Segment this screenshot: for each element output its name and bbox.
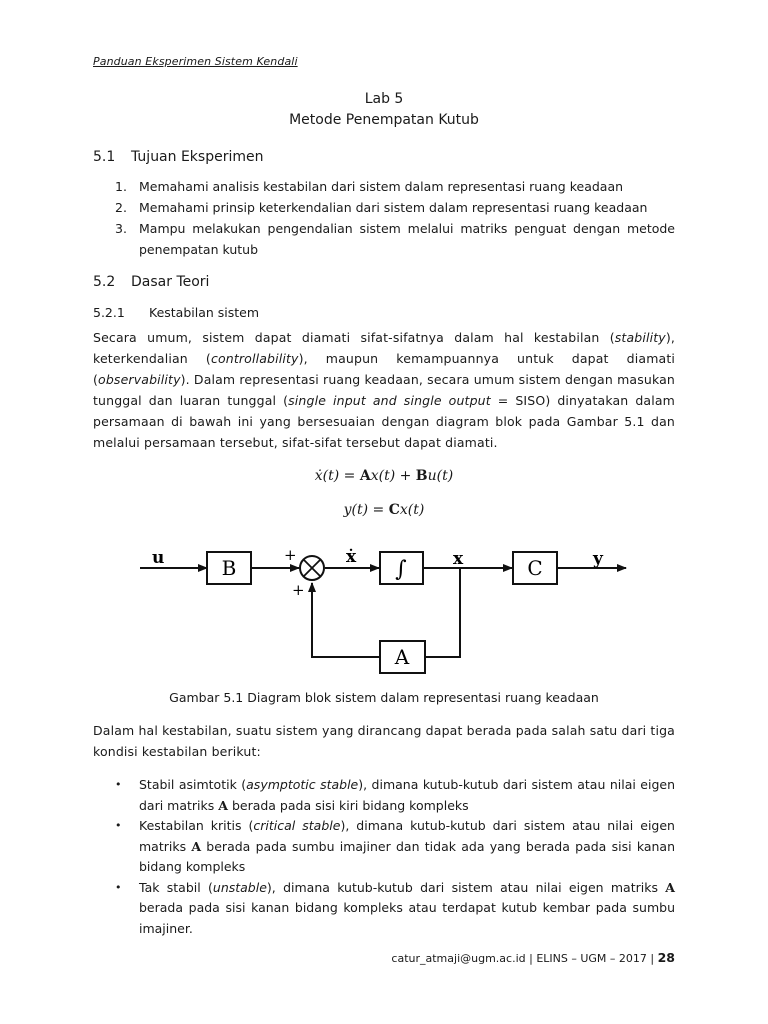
text-run: berada pada sisi kiri bidang kompleks: [227, 797, 469, 813]
italic-term: observability: [98, 372, 181, 387]
paragraph-stability-conditions: Dalam hal kestabilan, suatu sistem yang dirancang dapat berada pada salah satu dari tiga kondisi kestabilan berikut:: [93, 723, 675, 759]
feedback-line: [425, 568, 460, 657]
figure-caption: Gambar 5.1 Diagram blok sistem dalam representasi ruang keadaan: [169, 690, 599, 705]
block-integrator-label: ∫: [395, 557, 407, 582]
state-label: x: [453, 549, 464, 569]
eq-matrix: A: [359, 468, 371, 484]
italic-term: critical stable: [253, 818, 341, 833]
section-heading-theory: [93, 274, 209, 290]
section-title: Tujuan Eksperimen: [131, 149, 264, 165]
italic-term: asymptotic stable: [246, 777, 359, 792]
list-item-text: Memahami analisis kestabilan dari sistem dalam representasi ruang keadaan: [139, 179, 624, 194]
list-marker: 1.: [115, 179, 127, 194]
block-a-label: A: [394, 645, 410, 669]
text-run: berada pada sisi kanan bidang kompleks atau terdapat kutub kembar pada sumbu imajiner.: [139, 900, 675, 936]
eq-part: y(t) =: [343, 502, 389, 518]
list-marker: 3.: [115, 221, 127, 236]
output-label: y: [593, 549, 603, 569]
text-run: ), keterkendalian (: [93, 330, 675, 366]
italic-term: stability: [614, 330, 666, 345]
section-number: 5.2: [93, 274, 116, 290]
sum-sign-bottom: +: [292, 581, 305, 599]
block-diagram: [0, 530, 768, 690]
input-label: u: [152, 548, 165, 568]
subsection-title: Kestabilan sistem: [149, 305, 260, 320]
subsection-number: 5.2.1: [93, 305, 125, 320]
page-footer: [391, 950, 675, 965]
text-run: ), maupun kemampuannya untuk dapat diamati (: [93, 351, 675, 387]
running-header: Panduan Eksperimen Sistem Kendali: [93, 55, 298, 68]
sum-sign-top: +: [284, 546, 297, 564]
list-item: [93, 878, 675, 940]
section-number: 5.1: [93, 149, 116, 165]
eq-matrix: C: [388, 502, 400, 518]
lab-title: Metode Penempatan Kutub: [289, 112, 479, 128]
stability-bullet-list: [93, 775, 675, 939]
list-item: [93, 218, 675, 260]
eq-part: x(t) +: [370, 468, 416, 484]
text-run: ). Dalam representasi ruang keadaan, secara umum sistem dengan masukan tunggal dan luaran tunggal (: [93, 372, 675, 408]
matrix-symbol: A: [191, 838, 202, 854]
text-run: ), dimana kutub-kutub dari sistem atau nilai eigen dari matriks: [139, 777, 675, 813]
state-equation: [0, 468, 768, 484]
matrix-symbol: A: [665, 879, 675, 895]
text-run: Kestabilan kritis (: [139, 818, 254, 833]
bullet-marker: •: [115, 819, 122, 832]
matrix-symbol: A: [218, 797, 228, 813]
paragraph-intro: [93, 327, 675, 453]
text-run: Tak stabil (: [139, 879, 213, 895]
list-item: [93, 197, 675, 218]
text-run: ), dimana kutub-kutub dari sistem atau nilai eigen matriks: [139, 818, 675, 854]
list-item: [93, 176, 675, 197]
bullet-marker: •: [115, 778, 122, 791]
block-c-label: C: [527, 556, 543, 580]
page-number: 28: [657, 950, 675, 965]
output-equation: [0, 502, 768, 518]
list-marker: 2.: [115, 200, 127, 215]
italic-term: controllability: [210, 351, 299, 366]
text-run: berada pada sumbu imajiner dan tidak ada yang berada pada sisi kanan bidang kompleks: [139, 838, 675, 874]
italic-term: single input and single output: [288, 393, 491, 408]
lab-number: Lab 5: [364, 91, 404, 107]
text-run: = SISO) dinyatakan dalam persamaan di bawah ini yang bersesuaian dengan diagram blok pada Gambar 5.1 dan melalui persamaan tersebut, sifat-sifat tersebut dapat diamati.: [93, 393, 675, 450]
eq-matrix: B: [415, 468, 428, 484]
eq-part: x(t): [399, 502, 425, 518]
text-run: Stabil asimtotik (: [139, 777, 247, 792]
list-item-text: Memahami prinsip keterkendalian dari sistem dalam representasi ruang keadaan: [139, 200, 648, 215]
list-item: [93, 816, 675, 878]
feedback-line: [312, 583, 380, 657]
text-run: Secara umum, sistem dapat diamati sifat-sifatnya dalam hal kestabilan (: [93, 330, 615, 345]
block-b-label: B: [221, 556, 237, 580]
eq-part: ẋ(t) =: [314, 468, 360, 484]
subsection-heading: [93, 305, 259, 320]
objectives-list: [93, 176, 675, 260]
state-derivative-label: ẋ: [346, 547, 357, 567]
section-title: Dasar Teori: [131, 274, 210, 290]
footer-text: catur_atmaji@ugm.ac.id | ELINS – UGM – 2017 |: [391, 952, 658, 965]
eq-part: u(t): [427, 468, 454, 484]
list-item: [93, 775, 675, 816]
section-heading-objectives: [93, 149, 263, 165]
text-run: ), dimana kutub-kutub dari sistem atau nilai eigen matriks: [266, 879, 666, 895]
italic-term: unstable: [212, 879, 267, 895]
list-item-text: Mampu melakukan pengendalian sistem melalui matriks penguat dengan metode penempatan kutub: [139, 221, 675, 257]
bullet-marker: •: [115, 880, 122, 894]
